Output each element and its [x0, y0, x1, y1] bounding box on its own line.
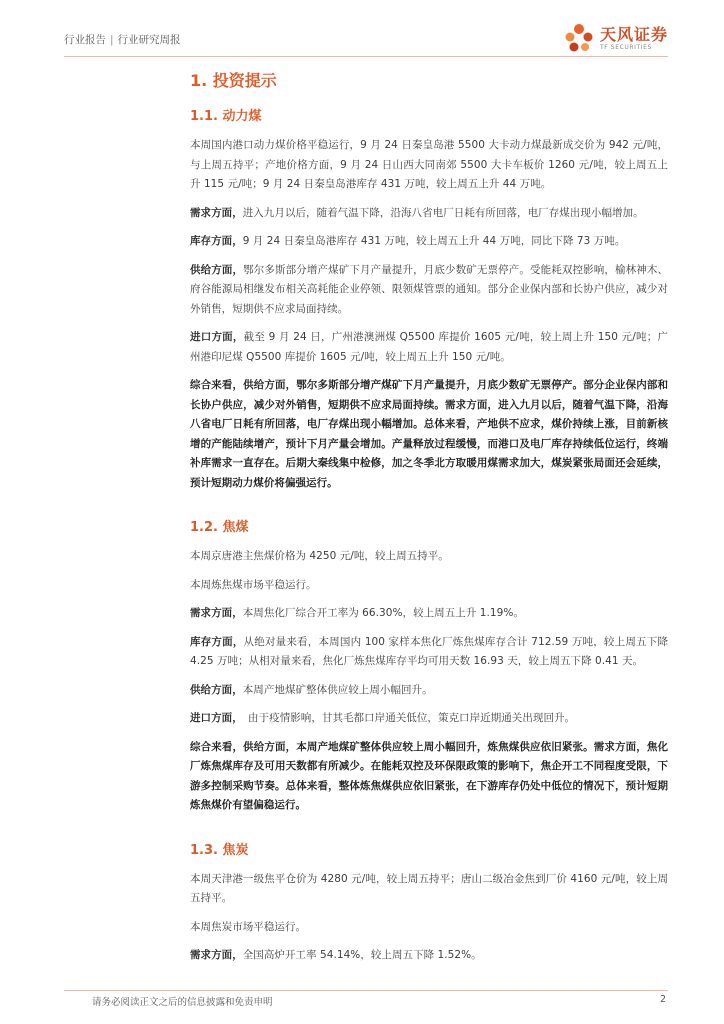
thermal-coal-price-paragraph: 本周国内港口动力煤价格平稳运行，9 月 24 日秦皇岛港 5500 大卡动力煤最新成交价为 942 元/吨，与上周五持平；产地价格方面，9 月 24 日山西大同南郊 5500 大卡车板价 1260 元/吨，较上周五上升 115 元/吨；9 月 24 日秦皇岛港库存 431 万吨，较上周五上升 44 万吨。 — [190, 139, 668, 190]
lead-label: 需求方面， — [190, 206, 243, 219]
coke-price-paragraph: 本周天津港一级焦平仓价为 4280 元/吨，较上周五持平；唐山二级冶金焦到厂价 4160 元/吨，较上周五持平。 — [190, 872, 668, 904]
coking-coal-price-paragraph: 本周京唐港主焦煤价格为 4250 元/吨，较上周五持平。 — [190, 550, 449, 562]
page-header — [64, 20, 668, 56]
lead-label: 进口方面， — [190, 712, 238, 724]
subsection-heading-thermal-coal: 1.1. 动力煤 — [190, 109, 262, 124]
header-divider — [64, 56, 668, 57]
lead-label: 供给方面， — [190, 683, 243, 696]
thermal-coal-import-paragraph — [190, 328, 668, 367]
main-content — [190, 68, 668, 975]
coke-market-paragraph: 本周焦炭市场平稳运行。 — [190, 920, 307, 933]
coke-demand-paragraph — [190, 946, 668, 966]
footer-disclaimer: 请务必阅读正文之后的信息披露和免责申明 — [92, 997, 273, 1008]
thermal-coal-summary-paragraph: 综合来看，供给方面，鄂尔多斯部分增产煤矿下月产量提升，月底少数矿无票停产。部分企业保内部和长协户供应，减少对外销售，短期供不应求局面持续。需求方面，进入九月以后，随着气温下降，沿海八省电厂日耗有所回落，电厂存煤出现小幅增加。总体来看，产地供不应求，煤价持续上涨，目前新核增的产能陆续增产，预计下月产量会增加。产量释放过程缓慢，而港口及电厂库存持续低位运行，终端补库需求一直存在。后期大秦线集中检修，加之冬季北方取暖用煤需求加大，煤炭紧张局面还会延续，预计短期动力煤价将偏强运行。 — [190, 379, 668, 489]
breadcrumb — [64, 32, 181, 47]
paragraph-body: 全国高炉开工率 54.14%，较上周五下降 1.52%。 — [242, 949, 482, 961]
subsection-heading-coking-coal: 1.2. 焦煤 — [190, 520, 249, 535]
thermal-coal-demand-paragraph — [190, 204, 668, 224]
section-heading-investment-tips: 1. 投资提示 — [190, 71, 277, 90]
paragraph-body: 本周产地煤矿整体供应较上周小幅回升。 — [242, 683, 433, 696]
thermal-coal-supply-paragraph — [190, 261, 668, 320]
paragraph-body: 由于疫情影响，甘其毛都口岸通关低位，策克口岸近期通关出现回升。 — [237, 712, 576, 724]
logo-flower-icon — [562, 21, 596, 55]
paragraph-body: 截至 9 月 24 日，广州港澳洲煤 Q5500 库提价 1605 元/吨，较上周上升 150 元/吨；广州港印尼煤 Q5500 库提价 1605 元/吨，较上周五上升 150 元/吨。 — [190, 331, 669, 363]
logo-name-cn: 天风证券 — [599, 24, 668, 44]
coking-coal-inventory-paragraph — [190, 633, 668, 672]
coking-coal-import-paragraph — [190, 709, 668, 729]
breadcrumb-report-subtype: 行业研究周报 — [117, 34, 181, 46]
lead-label: 需求方面， — [190, 949, 243, 961]
lead-label: 库存方面， — [190, 235, 243, 247]
paragraph-body: 进入九月以后，随着气温下降，沿海八省电厂日耗有所回落，电厂存煤出现小幅增加。 — [242, 206, 644, 219]
logo-name-en: TF SECURITIES — [599, 43, 652, 51]
breadcrumb-separator: | — [110, 34, 114, 46]
page-number: 2 — [659, 994, 666, 1005]
lead-label: 供给方面， — [190, 263, 244, 276]
lead-label: 库存方面， — [190, 635, 244, 648]
paragraph-body: 从绝对量来看，本周国内 100 家样本焦化厂炼焦煤库存合计 712.59 万吨，较上周五下降 4.25 万吨；从相对量来看，焦化厂炼焦煤库存平均可用天数 16.93 天，较上周五下降 0.41 天。 — [190, 635, 669, 667]
breadcrumb-report-type: 行业报告 — [64, 34, 106, 46]
paragraph-body: 9 月 24 日秦皇岛港库存 431 万吨，较上周五上升 44 万吨，同比下降 73 万吨。 — [242, 235, 626, 247]
coking-coal-demand-paragraph — [190, 604, 668, 624]
coking-coal-market-paragraph: 本周炼焦煤市场平稳运行。 — [190, 578, 317, 591]
paragraph-body: 本周焦化厂综合开工率为 66.30%，较上周五上升 1.19%。 — [242, 607, 524, 619]
lead-label: 需求方面， — [190, 607, 243, 619]
company-logo — [562, 20, 668, 56]
lead-label: 进口方面， — [190, 331, 244, 343]
subsection-heading-coke: 1.3. 焦炭 — [190, 842, 249, 858]
footer-divider — [64, 990, 668, 991]
paragraph-body: 鄂尔多斯部分增产煤矿下月产量提升，月底少数矿无票停产。受能耗双控影响，榆林神木、府谷能源局相继发布相关高耗能企业停领、限领煤管票的通知。部分企业保内部和长协户供应，减少对外销售，短期供不应求局面持续。 — [190, 263, 669, 315]
coking-coal-summary-paragraph: 综合来看，供给方面，本周产地煤矿整体供应较上周小幅回升，炼焦煤供应依旧紧张。需求方面，焦化厂炼焦煤库存及可用天数都有所减少。在能耗双控及环保限政策的影响下，焦企开工不同程度受限，下游多控制采购节奏。总体来看，整体炼焦煤供应依旧紧张，在下游库存仍处中低位的情况下，预计短期炼焦煤价有望偏稳运行。 — [190, 740, 668, 811]
coking-coal-supply-paragraph — [190, 681, 668, 701]
thermal-coal-inventory-paragraph — [190, 232, 668, 252]
